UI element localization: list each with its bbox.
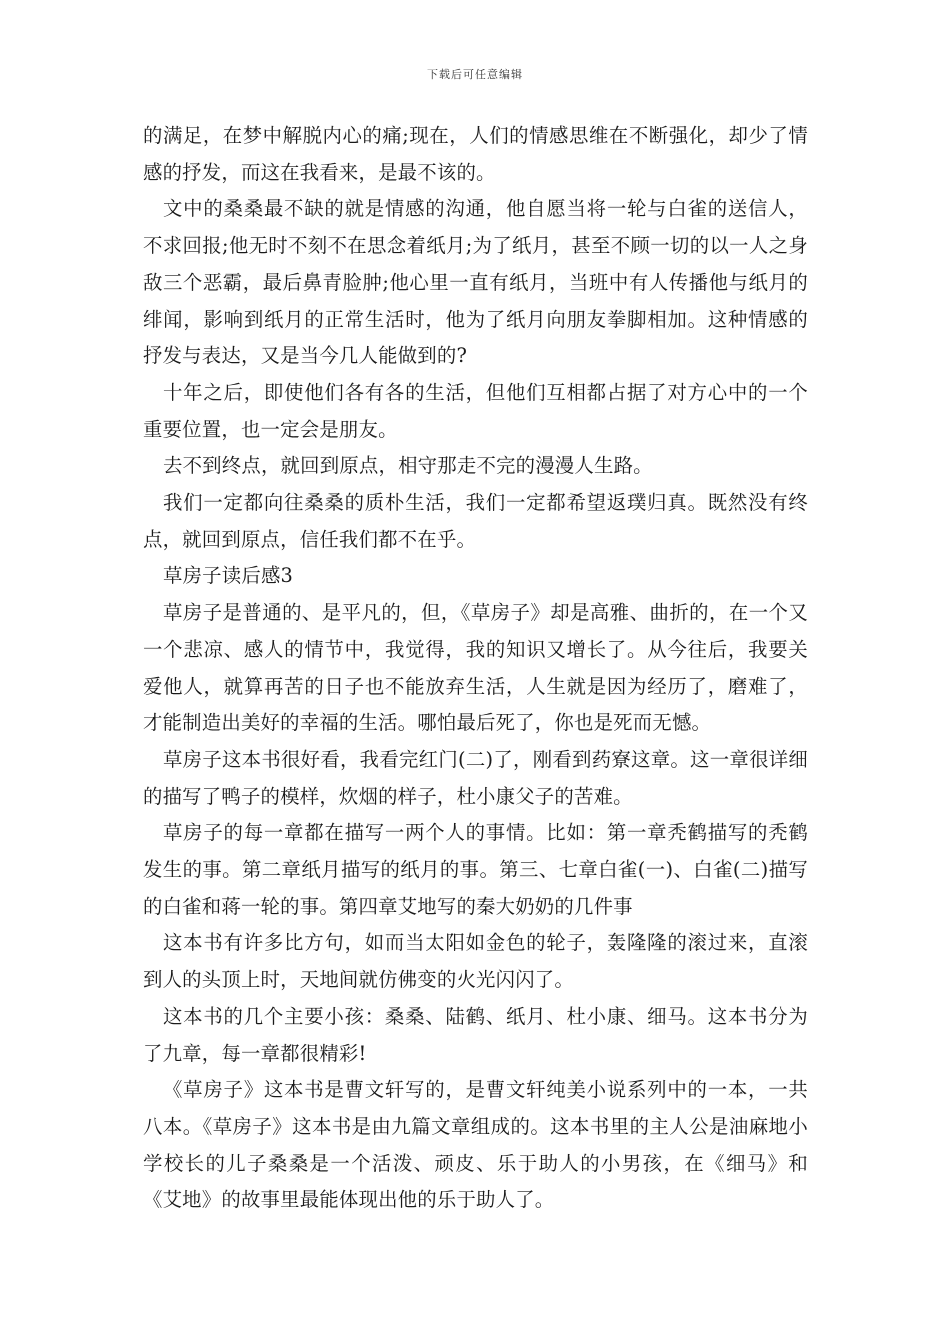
paragraph-6: 草房子是普通的、是平凡的，但，《草房子》却是高雅、曲折的，在一个又一个悲凉、感人的情节中，我觉得，我的知识又增长了。从今往后，我要关爱他人，就算再苦的日子也不能放弃生活，人生就是因为经历了，磨难了，才能制造出美好的幸福的生活。哪怕最后死了，你也是死而无憾。 [143,601,808,735]
paragraph-9: 这本书有许多比方句，如而当太阳如金色的轮子，轰隆隆的滚过来，直滚到人的头顶上时，天地间就仿佛变的火光闪闪了。 [143,931,808,992]
paragraph-11: 《草房子》这本书是曹文轩写的，是曹文轩纯美小说系列中的一本，一共八本。《草房子》这本书是由九篇文章组成的。这本书里的主人公是油麻地小学校长的儿子桑桑是一个活泼、顽皮、乐于助人的小男孩，在《细马》和《艾地》的故事里最能体现出他的乐于助人了。 [143,1078,808,1212]
paragraph-7: 草房子这本书很好看，我看完红门(二)了，刚看到药寮这章。这一章很详细的描写了鸭子的模样，炊烟的样子，杜小康父子的苦难。 [143,747,808,808]
section-heading: 草房子读后感3 [163,564,294,588]
paragraph-1: 的满足，在梦中解脱内心的痛;现在，人们的情感思维在不断强化，却少了情感的抒发，而这在我看来，是最不该的。 [143,124,808,184]
page-header: 下载后可任意编辑 [427,68,523,81]
paragraph-3: 十年之后，即使他们各有各的生活，但他们互相都占据了对方心中的一个重要位置，也一定会是朋友。 [143,380,808,441]
paragraph-2: 文中的桑桑最不缺的就是情感的沟通，他自愿当将一轮与白雀的送信人，不求回报;他无时不刻不在思念着纸月;为了纸月，甚至不顾一切的以一人之身敌三个恶霸，最后鼻青脸肿;他心里一直有纸月，当班中有人传播他与纸月的绯闻，影响到纸月的正常生活时，他为了纸月向朋友拳脚相加。这种情感的抒发与表达，又是当今几人能做到的? [143,197,808,368]
paragraph-4: 去不到终点，就回到原点，相守那走不完的漫漫人生路。 [163,454,653,478]
paragraph-8: 草房子的每一章都在描写一两个人的事情。比如：第一章秃鹤描写的秃鹤发生的事。第二章纸月描写的纸月的事。第三、七章白雀(一)、白雀(二)描写的白雀和蒋一轮的事。第四章艾地写的秦大奶奶的几件事 [143,821,808,918]
paragraph-10: 这本书的几个主要小孩：桑桑、陆鹤、纸月、杜小康、细马。这本书分为了九章，每一章都很精彩! [143,1004,808,1065]
document-body [143,118,808,1219]
paragraph-5: 我们一定都向往桑桑的质朴生活，我们一定都希望返璞归真。既然没有终点，就回到原点，信任我们都不在乎。 [143,491,808,551]
